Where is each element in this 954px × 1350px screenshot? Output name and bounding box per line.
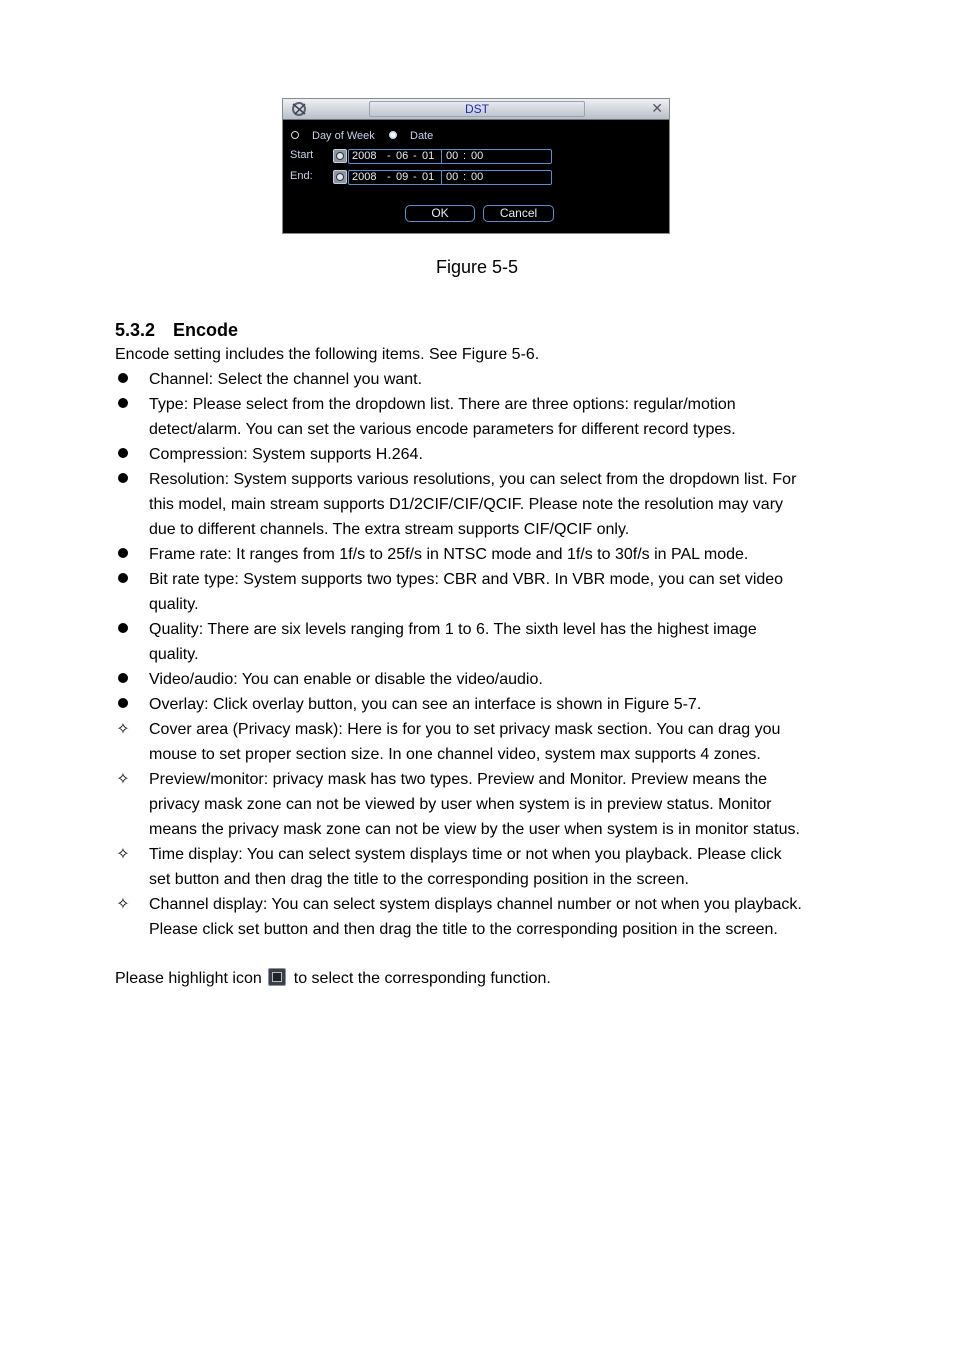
bullet-list: [115, 367, 875, 942]
list-item: [115, 567, 875, 617]
end-hour[interactable]: 00: [446, 171, 459, 183]
dialog-titlebar: [283, 99, 669, 120]
list-item-line: Frame rate: It ranges from 1f/s to 25f/s in NTSC mode and 1f/s to 30f/s in PAL mode.: [149, 546, 749, 563]
end-day[interactable]: 01: [422, 171, 435, 183]
list-item-line: Channel display: You can select system displays channel number or not when you playback.: [149, 896, 802, 913]
footer-text-before: Please highlight icon: [115, 970, 262, 987]
list-item: [115, 717, 875, 767]
list-item-line: detect/alarm. You can set the various encode parameters for different record types.: [149, 421, 736, 438]
bullet-dot-icon: [115, 442, 131, 467]
calendar-icon[interactable]: [333, 170, 347, 184]
start-day[interactable]: 01: [422, 150, 435, 162]
calendar-icon[interactable]: [333, 149, 347, 163]
function-icon: [268, 968, 286, 986]
close-icon[interactable]: ✕: [651, 100, 663, 116]
bullet-dot-icon: [115, 542, 131, 567]
start-month[interactable]: 06: [396, 150, 409, 162]
list-item-line: set button and then drag the title to the corresponding position in the screen.: [149, 871, 689, 888]
end-month[interactable]: 09: [396, 171, 409, 183]
bullet-dot-icon: [115, 567, 131, 592]
list-item: [115, 692, 875, 717]
date-label: Date: [410, 130, 434, 142]
day-of-week-label: Day of Week: [312, 130, 375, 142]
list-item-line: Preview/monitor: privacy mask has two types. Preview and Monitor. Preview means the: [149, 771, 768, 788]
list-item: [115, 767, 875, 842]
section-heading: [115, 319, 238, 341]
list-item-line: Time display: You can select system displays time or not when you playback. Please click: [149, 846, 782, 863]
list-item: [115, 442, 875, 467]
bullet-dot-icon: [115, 667, 131, 692]
bullet-dot-icon: [115, 692, 131, 717]
footer-paragraph: [115, 966, 551, 991]
diamond-bullet-icon: ✧: [116, 896, 130, 913]
list-item-line: this model, main stream supports D1/2CIF/CIF/QCIF. Please note the resolution may vary: [149, 496, 784, 513]
end-year[interactable]: 2008: [352, 171, 377, 183]
list-item: [115, 617, 875, 667]
diamond-bullet-icon: ✧: [116, 721, 130, 738]
list-item-line: Cover area (Privacy mask): Here is for you to set privacy mask section. You can drag you: [149, 721, 781, 738]
end-minute[interactable]: 00: [471, 171, 484, 183]
intro-paragraph: Encode setting includes the following items. See Figure 5-6.: [115, 346, 540, 363]
list-item-line: Overlay: Click overlay button, you can see an interface is shown in Figure 5-7.: [149, 696, 702, 713]
app-logo-icon: [289, 101, 311, 117]
list-item-line: quality.: [149, 646, 199, 663]
end-label: End:: [290, 170, 313, 182]
list-item-line: Type: Please select from the dropdown list. There are three options: regular/motion: [149, 396, 736, 413]
list-item-line: due to different channels. The extra stream supports CIF/QCIF only.: [149, 521, 630, 538]
list-item-line: Resolution: System supports various resolutions, you can select from the dropdown list. For: [149, 471, 797, 488]
list-item-line: privacy mask zone can not be viewed by user when system is in preview status. Monitor: [149, 796, 772, 813]
diamond-bullet-icon: ✧: [116, 771, 130, 788]
list-item: [115, 467, 875, 542]
list-item-line: Compression: System supports H.264.: [149, 446, 423, 463]
day-of-week-radio[interactable]: [291, 131, 299, 139]
section-number: 5.3.2: [115, 320, 156, 340]
list-item-line: Channel: Select the channel you want.: [149, 371, 423, 388]
start-label: Start: [290, 149, 314, 161]
list-item-line: Video/audio: You can enable or disable the video/audio.: [149, 671, 543, 688]
footer-text-after: to select the corresponding function.: [293, 970, 551, 987]
dst-dialog: [282, 98, 670, 234]
list-item-line: Please click set button and then drag the title to the corresponding position in the screen.: [149, 921, 778, 938]
list-item-line: mouse to set proper section size. In one channel video, system max supports 4 zones.: [149, 746, 761, 763]
list-item: [115, 892, 875, 942]
bullet-dot-icon: [115, 367, 131, 392]
figure-caption: Figure 5-5: [435, 257, 519, 277]
list-item-line: quality.: [149, 596, 199, 613]
list-item-line: means the privacy mask zone can not be view by the user when system is in monitor status.: [149, 821, 800, 838]
end-datetime-field[interactable]: 2008 - 09 - 01 00 : 00: [348, 170, 552, 185]
list-item: [115, 842, 875, 892]
list-item: [115, 667, 875, 692]
dialog-title: DST: [369, 101, 585, 117]
diamond-bullet-icon: ✧: [116, 846, 130, 863]
date-radio[interactable]: [389, 131, 397, 139]
bullet-dot-icon: [115, 617, 131, 642]
start-datetime-field[interactable]: 2008 - 06 - 01 00 : 00: [348, 149, 552, 164]
start-hour[interactable]: 00: [446, 150, 459, 162]
bullet-dot-icon: [115, 392, 131, 417]
section-title: Encode: [173, 320, 239, 340]
list-item: [115, 392, 875, 442]
list-item-line: Quality: There are six levels ranging from 1 to 6. The sixth level has the highest image: [149, 621, 757, 638]
cancel-button[interactable]: Cancel: [483, 205, 554, 222]
start-year[interactable]: 2008: [352, 150, 377, 162]
list-item-line: Bit rate type: System supports two types: CBR and VBR. In VBR mode, you can set video: [149, 571, 784, 588]
bullet-dot-icon: [115, 467, 131, 492]
start-minute[interactable]: 00: [471, 150, 484, 162]
ok-button[interactable]: OK: [405, 205, 475, 222]
list-item: [115, 542, 875, 567]
list-item: [115, 367, 875, 392]
